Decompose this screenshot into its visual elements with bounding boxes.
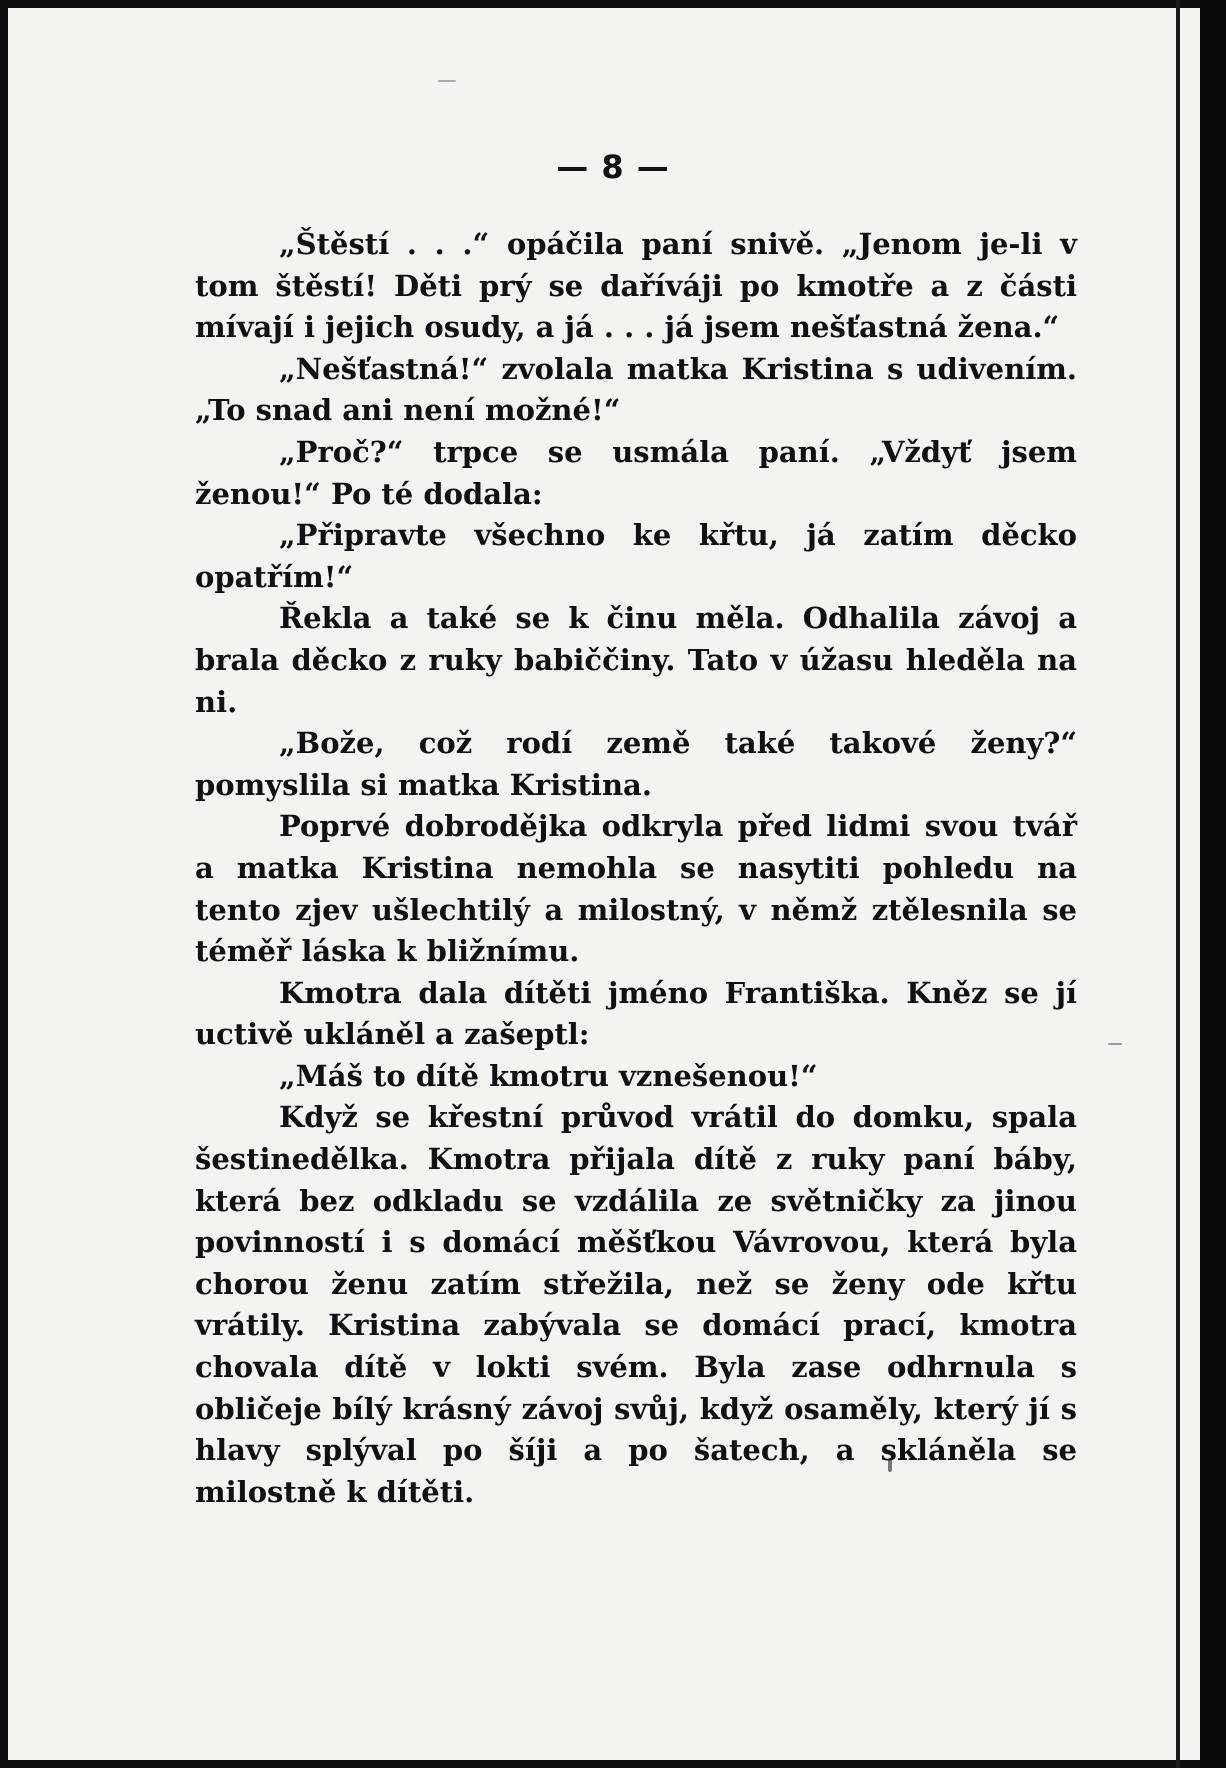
- paragraph: „Připravte všechno ke křtu, já zatím děcko opatřím!“: [195, 518, 1077, 594]
- paragraph: „Proč?“ trpce se usmála paní. „Vždyť jsem ženou!“ Po té dodala:: [195, 434, 1077, 511]
- paragraph: „Štěstí . . .“ opáčila paní snivě. „Jenom je-li v tom štěstí! Děti prý se daříváji po kmotře a z části mívají i jejich osudy, a já . . . já jsem nešťastná žena.“: [195, 227, 1077, 345]
- page-number: — 8 —: [556, 148, 670, 186]
- body-text: [195, 224, 1077, 1513]
- scan-border: [1200, 0, 1226, 1768]
- paragraph: Poprvé dobroděјka odkryla před lidmi svou tvář a matka Kristina nemohla se nasytiti pohledu na tento zjev ušlechtilý a milostný, v němž ztělesnila se téměř láska k bližnímu.: [195, 809, 1077, 969]
- page-edge-shadow: [1176, 0, 1180, 1768]
- paragraph: Kmotra dala dítěti jméno Františka. Kněz se jí uctivě ukláněl a zašeptl:: [195, 975, 1077, 1052]
- paragraph: „Bože, což rodí země také takové ženy?“ pomyslila si matka Kristina.: [195, 726, 1077, 802]
- paragraph: Řekla a také se k činu měla. Odhalila závoj a brala děcko z ruky babiččiny. Tato v úžasu hleděla na ni.: [195, 601, 1077, 719]
- ink-speck: [1108, 1043, 1122, 1045]
- paragraph: „Nešťastná!“ zvolala matka Kristina s udivením. „To snad ani není možné!“: [195, 351, 1077, 428]
- paragraph: Když se křestní průvod vrátil do domku, spala šestinedělka. Kmotra přijala dítě z ruky paní báby, která bez odkladu se vzdálila ze světničky za jinou povinností i s domácí měšťkou Vávrovou, která byla chorou ženu zatím střežila, než se ženy ode křtu vrátily. Kristina zabývala se domácí prací, kmotra chovala dítě v lokti svém. Byla zase odhrnula s obličeje bílý krásný závoj svůj, když osaměly, který jí s hlavy splýval po šíji a po šatech, a skláněla se milostně k dítěti.: [195, 1100, 1077, 1509]
- ink-speck: [438, 80, 456, 82]
- paragraph: „Máš to dítě kmotru vznešenou!“: [279, 1058, 818, 1093]
